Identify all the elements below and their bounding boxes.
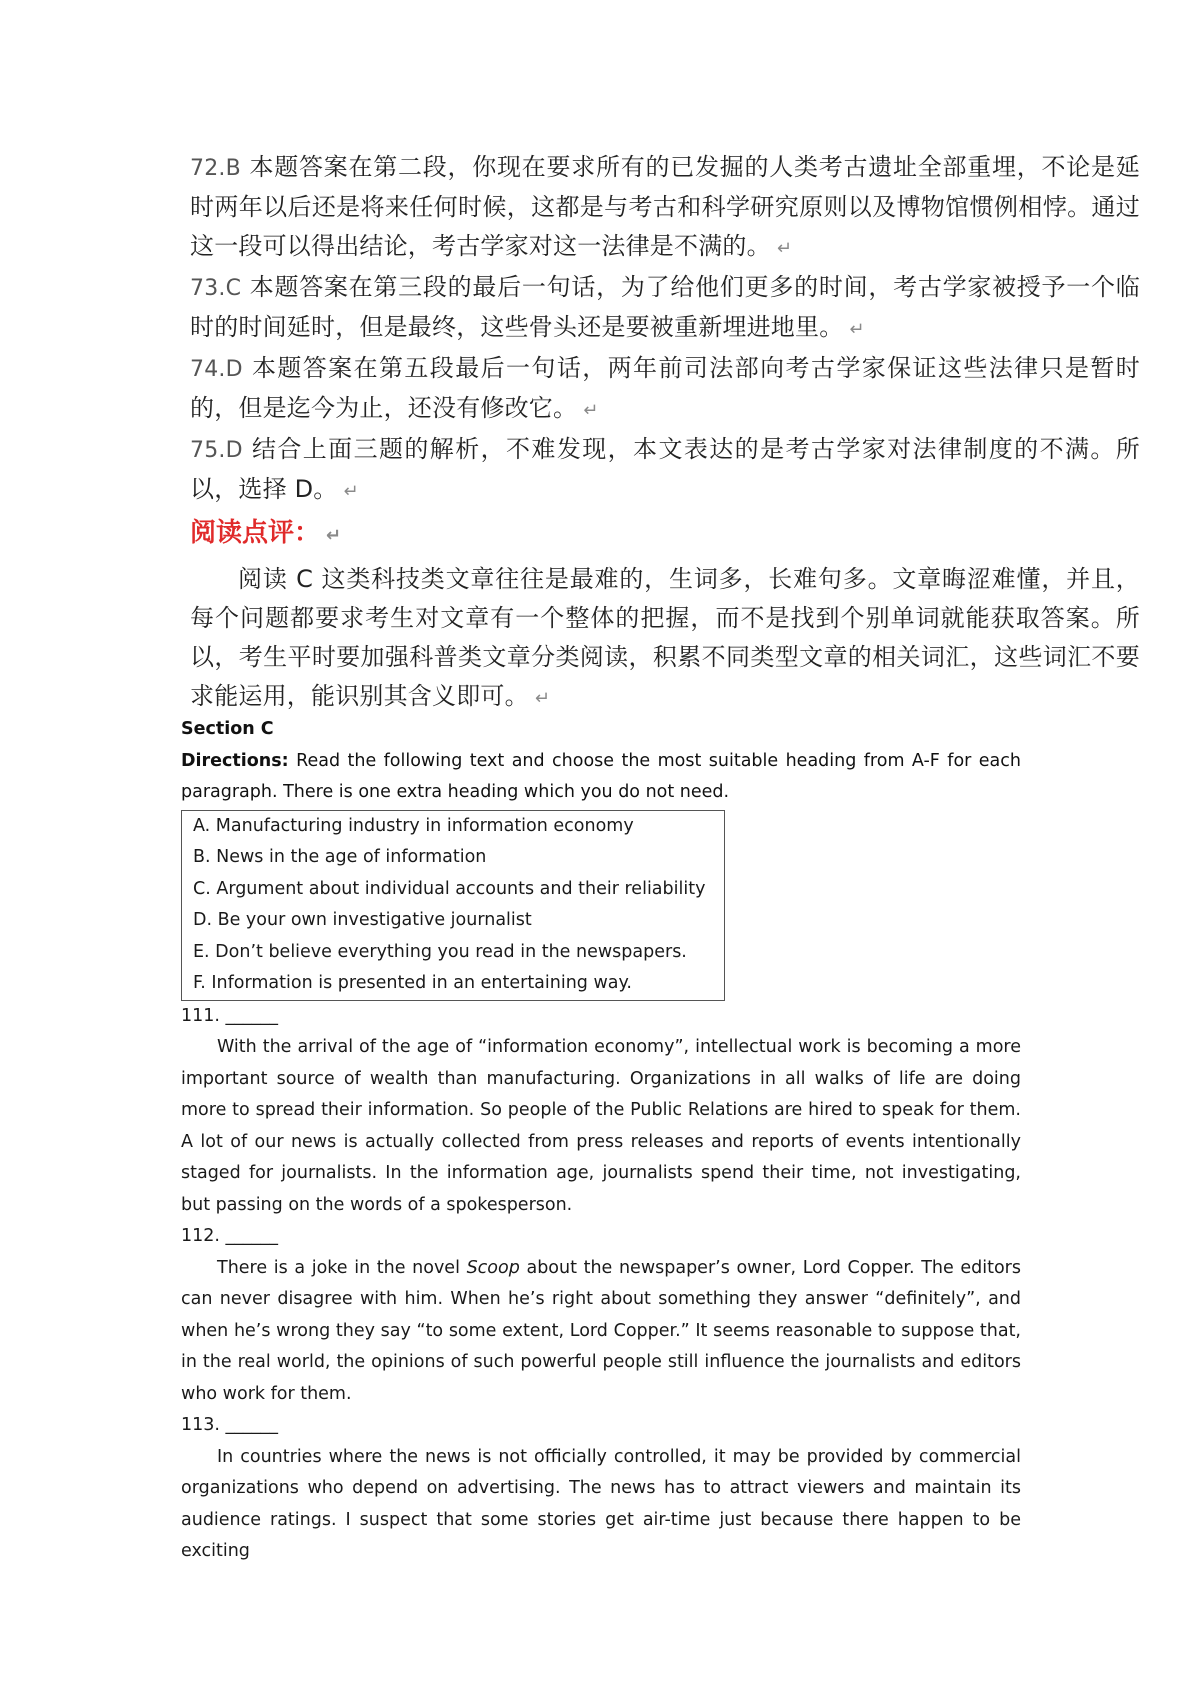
novel-title: Scoop [466, 1257, 520, 1278]
answer-text: 结合上面三题的解析，不难发现，本文表达的是考古学家对法律制度的不满。所以，选择 D。 [190, 435, 1140, 503]
question-113-passage: In countries where the news is not officially controlled, it may be provided by commercial organizations who depend on advertising. The news has to attract viewers and maintain its audience ratings. I suspect that some stories get air-time just because there happen to be exciting [181, 1446, 1021, 1561]
passage-text: There is a joke in the novel [217, 1257, 467, 1278]
heading-option-c: C. Argument about individual accounts and their reliability [193, 878, 706, 899]
answer-text: 本题答案在第五段最后一句话，两年前司法部向考古学家保证这些法律只是暂时的，但是迄今为止，还没有修改它。 [190, 354, 1140, 422]
return-mark-icon: ↵ [776, 238, 793, 259]
question-112-passage [181, 1253, 1021, 1411]
heading-option-f: F. Information is presented in an entertaining way. [193, 973, 632, 993]
review-heading [190, 513, 1140, 556]
return-mark-icon: ↵ [326, 525, 342, 546]
answer-number: 73.C [190, 276, 242, 301]
answer-text: 本题答案在第三段的最后一句话，为了给他们更多的时间，考古学家被授予一个临时的时间延时，但是最终，这些骨头还是要被重新埋进地里。 [190, 273, 1140, 341]
heading-option-d: D. Be your own investigative journalist [193, 910, 532, 930]
answer-74 [190, 349, 1140, 430]
heading-option-a: A. Manufacturing industry in information economy [193, 815, 634, 836]
heading-option-e: E. Don’t believe everything you read in the newspapers. [193, 941, 687, 962]
headings-box [181, 810, 725, 1001]
return-mark-icon: ↵ [534, 688, 551, 709]
return-mark-icon: ↵ [849, 319, 865, 340]
answer-number: 72.B [190, 156, 241, 181]
directions [181, 746, 1021, 809]
directions-text: Read the following text and choose the most suitable heading from A-F for each paragraph. There is one extra heading which you do not need. [181, 750, 1021, 802]
heading-option-b: B. News in the age of information [193, 847, 487, 867]
directions-label: Directions: [181, 750, 289, 771]
answer-73 [190, 268, 1140, 349]
answer-number: 75.D [190, 438, 243, 463]
review-text: 阅读 C 这类科技类文章往往是最难的，生词多，长难句多。文章晦涩难懂，并且，每个问题都要求考生对文章有一个整体的把握，而不是找到个别单词就能获取答案。所以，考生平时要加强科普类文章分类阅读，积累不同类型文章的相关词汇，这些词汇不要求能运用，能识别其含义即可。 [190, 565, 1140, 710]
review-title: 阅读点评： [190, 518, 321, 548]
section-title: Section C [181, 719, 274, 739]
review-paragraph [190, 560, 1140, 718]
question-113-label: 113. ______ [181, 1415, 279, 1435]
answer-75 [190, 430, 1140, 511]
answer-text: 本题答案在第二段，你现在要求所有的已发掘的人类考古遗址全部重埋，不论是延时两年以后还是将来任何时候，这都是与考古和科学研究原则以及博物馆惯例相悖。通过这一段可以得出结论，考古学家对这一法律是不满的。 [190, 153, 1140, 260]
return-mark-icon: ↵ [583, 400, 599, 421]
answer-number: 74.D [190, 357, 243, 382]
question-111-label: 111. ______ [181, 1005, 279, 1026]
answer-explanations [190, 148, 1140, 718]
answer-72 [190, 148, 1140, 268]
return-mark-icon: ↵ [343, 481, 359, 502]
passage-text: about the newspaper’s owner, Lord Copper. The editors can never disagree with him. When he’s right about something they answer “definitely”, and when he’s wrong they say “to some extent, Lord Copper.” It seems reasonable to suppose that, in the real world, the opinions of such powerful people still influence the journalists and editors who work for them. [181, 1257, 1021, 1404]
question-111-passage: With the arrival of the age of “information economy”, intellectual work is becoming a more important source of wealth than manufacturing. Organizations in all walks of life are doing more to spread their information. So people of the Public Relations are hired to speak for them. A lot of our news is actually collected from press releases and reports of events intentionally staged for journalists. In the information age, journalists spend their time, not investigating, but passing on the words of a spokesperson. [181, 1037, 1021, 1215]
section-c [181, 714, 1021, 1568]
question-112-label: 112. ______ [181, 1226, 279, 1246]
